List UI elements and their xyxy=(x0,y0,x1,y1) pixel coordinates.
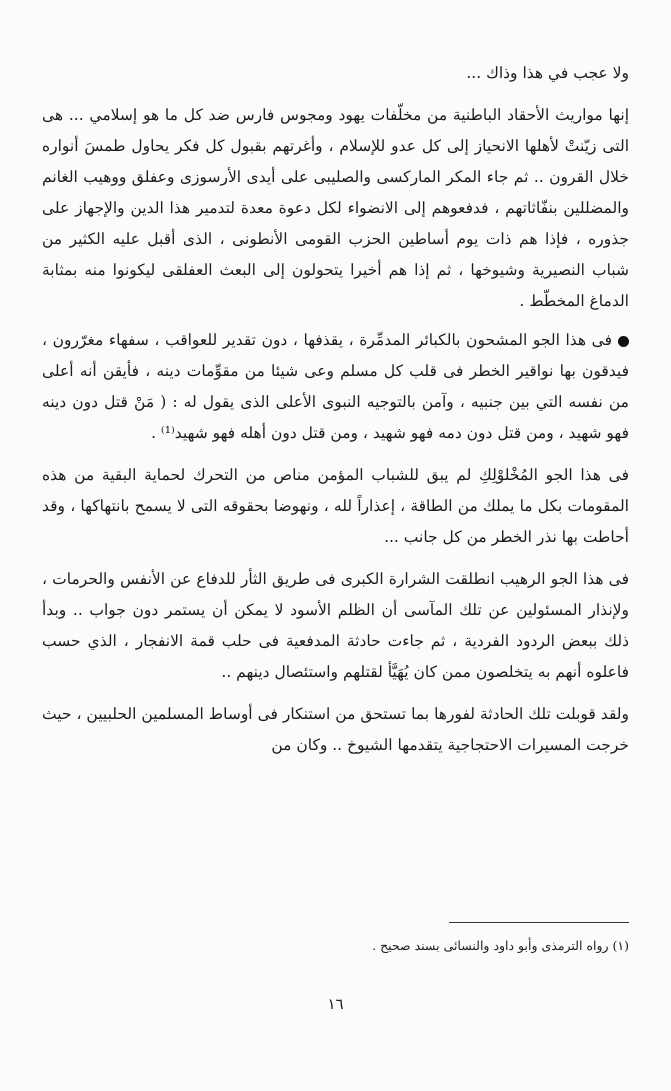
paragraph-2 xyxy=(42,325,629,449)
page-number: ١٦ xyxy=(327,995,344,1013)
footnote: (١) رواه الترمذى وأبو داود والنسائى بسند صحيح . xyxy=(372,938,629,953)
paragraph-1: إنها مواريث الأحقاد الباطنية من مخلّفات يهود ومجوس فارس ضد كل ما هو إسلامي ... هى التى زيّنتْ لأهلها الانحياز إلى كل عدو للإسلام ، وأغرتهم بقبول كل فكر يحاول طمسَ أنواره خلال القرون .. ثم جاء المكر الماركسى والصليبى على أيدى الأرسوزى وعفلق ووهيب الغانم والمضللين بنفّاثاتهم ، فدفعوهم إلى الانضواء لكل دعوة معدة لتدمير هذا الدين والإجهاز على جذوره ، فإذا هم ذات يوم أساطين الحزب القومى الأنطونى ، الذى أقبل عليه الكثير من شباب النصيرية وشيوخها ، ثم إذا هم أخيرا يتحولون إلى البعث العفلقى ليكونوا منه بمثابة الدماغ المخطّط . xyxy=(42,106,629,310)
paragraph-4: فى هذا الجو الرهيب انطلقت الشرارة الكبرى فى طريق الثأر للدفاع عن الأنفس والحرمات ، ولإنذار المسئولين عن تلك المآسى أن الظلم الأسود لا يمكن أن يستمر دون جواب .. وبدأ ذلك ببعض الردود الفردية ، ثم جاءت حادثة المدفعية فى حلب قمة الانفجار ، الذي حسب فاعلوه أنهم به يتخلصون ممن كان يُهَيَّأ لقتلهم واستئصال دينهم .. xyxy=(42,570,629,681)
paragraph-2-text: فى هذا الجو المشحون بالكبائر المدمِّرة ، يقذفها ، دون تقدير للعواقب ، سفهاء مغرّرون ، فيدقون بها نواقير الخطر فى قلب كل مسلم وعى شيئا من مقوِّمات دينه ، فأيقن أنه أعلى من نفسه التي بين جنبيه ، وآمن بالتوجيه النبوى الأعلى الذى يقول له : ( مَنْ قتل دون دينه فهو شهيد ، ومن قتل دون دمه فهو شهيد ، ومن قتل دون أهله فهو شهيد⁽¹⁾ . xyxy=(42,331,629,442)
paragraph-3: فى هذا الجو المُخْلوْلِكِ لم يبق للشباب المؤمن مناص من التحرك لحماية البقية من هذه المقومات بكل ما يملك من الطاقة ، إعذاراً لله ، ونهوضا بحقوقه التى لا يسمح بانتهاكها ، وقد أحاطت بها نذر الخطر من كل جانب ... xyxy=(42,466,629,546)
paragraph-5: ولقد قوبلت تلك الحادثة لفورها بما تستحق من استنكار فى أوساط المسلمين الحلبيين ، حيث خرجت المسيرات الاحتجاجية يتقدمها الشيوخ .. وكان من xyxy=(42,705,629,754)
page-body xyxy=(42,58,629,761)
opening-line: ولا عجب في هذا وذاك ... xyxy=(466,64,629,82)
bullet-icon xyxy=(618,336,629,347)
footnote-divider xyxy=(449,922,629,923)
